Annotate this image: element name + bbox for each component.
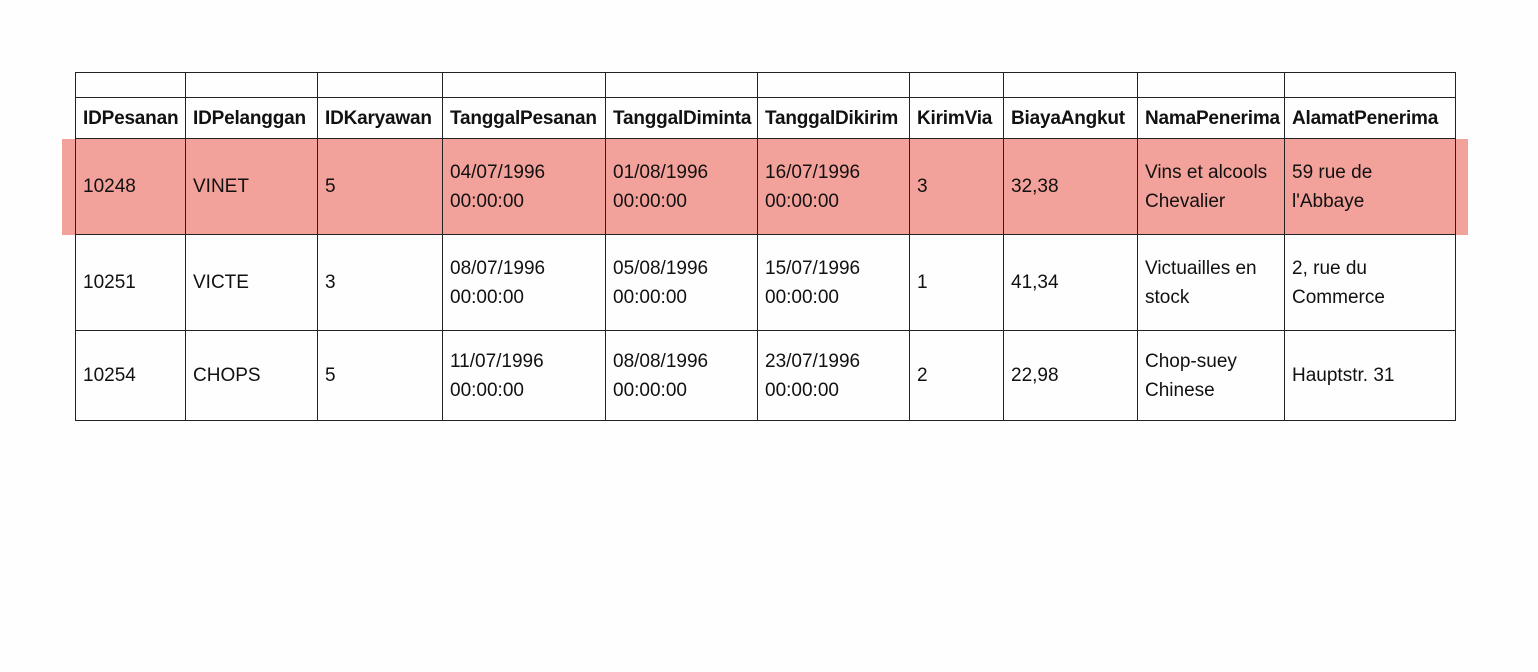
cell-alamatpenerima: 2, rue du Commerce <box>1285 235 1456 331</box>
cell-alamatpenerima: 59 rue de l'Abbaye <box>1285 139 1456 235</box>
cell-tanggaldikirim: 16/07/1996 00:00:00 <box>758 139 910 235</box>
blank-cell <box>910 73 1004 98</box>
orders-table <box>75 72 1456 421</box>
cell-biayaangkut: 32,38 <box>1004 139 1138 235</box>
cell-alamatpenerima: Hauptstr. 31 <box>1285 331 1456 421</box>
cell-idpesanan: 10248 <box>76 139 186 235</box>
cell-kirimvia: 3 <box>910 139 1004 235</box>
cell-tanggaldiminta: 01/08/1996 00:00:00 <box>606 139 758 235</box>
cell-tanggaldiminta: 08/08/1996 00:00:00 <box>606 331 758 421</box>
cell-idpelanggan: CHOPS <box>186 331 318 421</box>
header-row <box>76 98 1456 139</box>
cell-idpelanggan: VICTE <box>186 235 318 331</box>
cell-tanggaldiminta: 05/08/1996 00:00:00 <box>606 235 758 331</box>
column-header: IDPesanan <box>76 98 186 139</box>
cell-tanggalpesanan: 11/07/1996 00:00:00 <box>443 331 606 421</box>
blank-cell <box>1138 73 1285 98</box>
cell-tanggalpesanan: 04/07/1996 00:00:00 <box>443 139 606 235</box>
blank-cell <box>1285 73 1456 98</box>
table-row <box>76 331 1456 421</box>
cell-namapenerima: Victuailles en stock <box>1138 235 1285 331</box>
cell-kirimvia: 1 <box>910 235 1004 331</box>
cell-namapenerima: Vins et alcools Chevalier <box>1138 139 1285 235</box>
cell-idpesanan: 10254 <box>76 331 186 421</box>
blank-row <box>76 73 1456 98</box>
blank-cell <box>606 73 758 98</box>
cell-kirimvia: 2 <box>910 331 1004 421</box>
blank-cell <box>318 73 443 98</box>
blank-cell <box>186 73 318 98</box>
cell-tanggaldikirim: 23/07/1996 00:00:00 <box>758 331 910 421</box>
column-header: KirimVia <box>910 98 1004 139</box>
blank-cell <box>758 73 910 98</box>
cell-tanggalpesanan: 08/07/1996 00:00:00 <box>443 235 606 331</box>
column-header: TanggalDiminta <box>606 98 758 139</box>
column-header: AlamatPenerima <box>1285 98 1456 139</box>
cell-idpesanan: 10251 <box>76 235 186 331</box>
column-header: BiayaAngkut <box>1004 98 1138 139</box>
column-header: IDPelanggan <box>186 98 318 139</box>
blank-cell <box>76 73 186 98</box>
cell-idkaryawan: 5 <box>318 139 443 235</box>
cell-idpelanggan: VINET <box>186 139 318 235</box>
cell-namapenerima: Chop-suey Chinese <box>1138 331 1285 421</box>
table-row <box>76 235 1456 331</box>
table-row <box>76 139 1456 235</box>
column-header: IDKaryawan <box>318 98 443 139</box>
cell-biayaangkut: 22,98 <box>1004 331 1138 421</box>
cell-biayaangkut: 41,34 <box>1004 235 1138 331</box>
cell-tanggaldikirim: 15/07/1996 00:00:00 <box>758 235 910 331</box>
column-header: TanggalDikirim <box>758 98 910 139</box>
blank-cell <box>443 73 606 98</box>
cell-idkaryawan: 5 <box>318 331 443 421</box>
cell-idkaryawan: 3 <box>318 235 443 331</box>
column-header: NamaPenerima <box>1138 98 1285 139</box>
column-header: TanggalPesanan <box>443 98 606 139</box>
blank-cell <box>1004 73 1138 98</box>
